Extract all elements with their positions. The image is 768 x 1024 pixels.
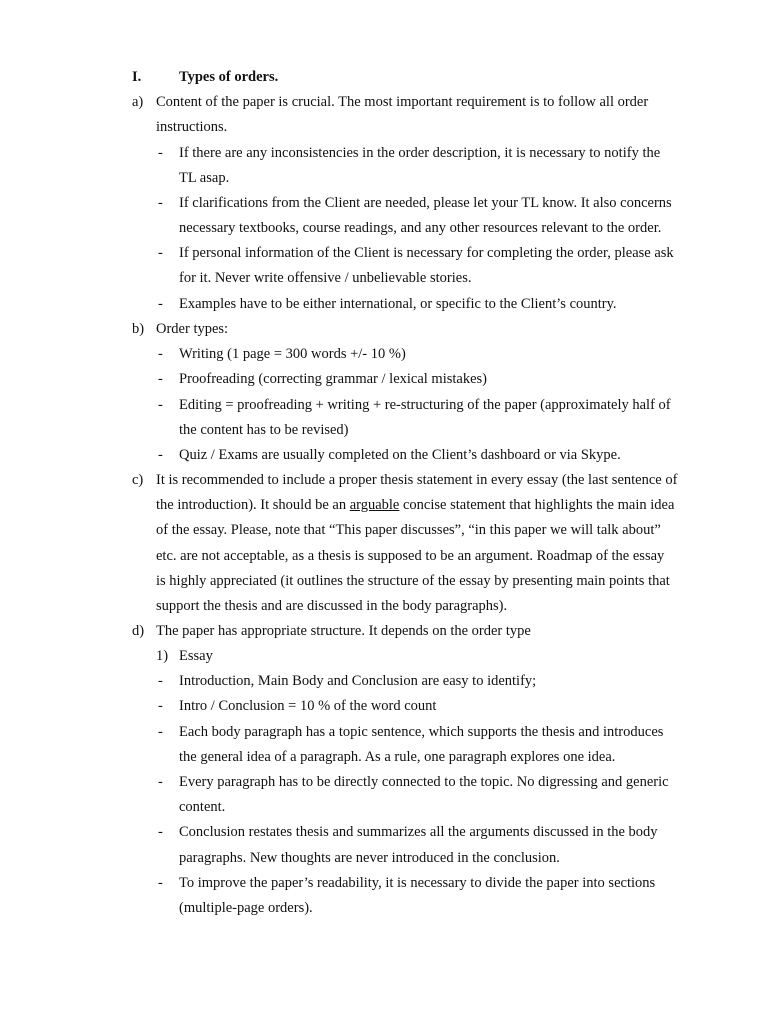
section-title: Types of orders. [179, 69, 279, 85]
item-c-line-4: etc. are not acceptable, as a thesis is supposed to be an argument. Roadmap of the essay [156, 548, 665, 564]
item-c-marker: c) [132, 472, 144, 488]
bullet-text: Each body paragraph has a topic sentence, which supports the thesis and introduces [179, 724, 664, 740]
bullet-dash: - [158, 397, 163, 413]
bullet-text: (multiple-page orders). [179, 900, 313, 916]
section-number: I. [132, 69, 142, 85]
bullet-text: paragraphs. New thoughts are never introduced in the conclusion. [179, 850, 560, 866]
bullet-dash: - [158, 447, 163, 463]
bullet-text: Every paragraph has to be directly connected to the topic. No digressing and generic [179, 774, 669, 790]
bullet-text: TL asap. [179, 170, 230, 186]
item-d-line-1: The paper has appropriate structure. It depends on the order type [156, 623, 531, 639]
bullet-dash: - [158, 724, 163, 740]
sub-item-title: Essay [179, 648, 213, 664]
bullet-text: Intro / Conclusion = 10 % of the word count [179, 698, 437, 714]
bullet-dash: - [158, 774, 163, 790]
bullet-text: the general idea of a paragraph. As a rule, one paragraph explores one idea. [179, 749, 616, 765]
item-a-line-2: instructions. [156, 119, 228, 135]
bullet-text: Quiz / Exams are usually completed on the Client’s dashboard or via Skype. [179, 447, 621, 463]
bullet-text: If there are any inconsistencies in the order description, it is necessary to notify the [179, 145, 661, 161]
bullet-text: the content has to be revised) [179, 422, 349, 438]
item-a-marker: a) [132, 94, 144, 110]
bullet-text: for it. Never write offensive / unbelievable stories. [179, 270, 472, 286]
item-c-line-2-end: concise statement that highlights the main idea [399, 497, 675, 513]
bullet-dash: - [158, 371, 163, 387]
sub-item-marker: 1) [156, 648, 169, 664]
item-c-line-2 [156, 497, 674, 514]
bullet-text: If clarifications from the Client are needed, please let your TL know. It also concerns [179, 195, 672, 211]
item-b-line-1: Order types: [156, 321, 229, 337]
bullet-text: Examples have to be either international, or specific to the Client’s country. [179, 296, 617, 312]
bullet-text: Conclusion restates thesis and summarizes all the arguments discussed in the body [179, 824, 658, 840]
bullet-text: Editing = proofreading + writing + re-structuring of the paper (approximately half of [179, 397, 671, 413]
bullet-text: Introduction, Main Body and Conclusion are easy to identify; [179, 673, 537, 689]
bullet-text: Proofreading (correcting grammar / lexical mistakes) [179, 371, 488, 387]
item-d-marker: d) [132, 623, 145, 639]
bullet-dash: - [158, 875, 163, 891]
item-c-line-3: of the essay. Please, note that “This paper discusses”, “in this paper we will talk about” [156, 522, 661, 538]
bullet-dash: - [158, 673, 163, 689]
bullet-text: If personal information of the Client is necessary for completing the order, please ask [179, 245, 674, 261]
item-b-marker: b) [132, 321, 145, 337]
bullet-text: To improve the paper’s readability, it is necessary to divide the paper into sections [179, 875, 656, 891]
item-c-line-6: support the thesis and are discussed in the body paragraphs). [156, 598, 508, 614]
bullet-dash: - [158, 698, 163, 714]
item-a-line-1: Content of the paper is crucial. The most important requirement is to follow all order [156, 94, 649, 110]
bullet-dash: - [158, 346, 163, 362]
item-c-line-1: It is recommended to include a proper thesis statement in every essay (the last sentence of [156, 472, 678, 488]
bullet-text: content. [179, 799, 226, 815]
bullet-dash: - [158, 824, 163, 840]
bullet-dash: - [158, 145, 163, 161]
bullet-dash: - [158, 195, 163, 211]
bullet-dash: - [158, 296, 163, 312]
bullet-text: Writing (1 page = 300 words +/- 10 %) [179, 346, 406, 362]
bullet-dash: - [158, 245, 163, 261]
bullet-text: necessary textbooks, course readings, and any other resources relevant to the order. [179, 220, 662, 236]
underlined-word: arguable [349, 497, 400, 513]
item-c-line-5: is highly appreciated (it outlines the structure of the essay by presenting main points that [156, 573, 670, 589]
item-c-line-2-start: the introduction). It should be an [156, 497, 350, 513]
